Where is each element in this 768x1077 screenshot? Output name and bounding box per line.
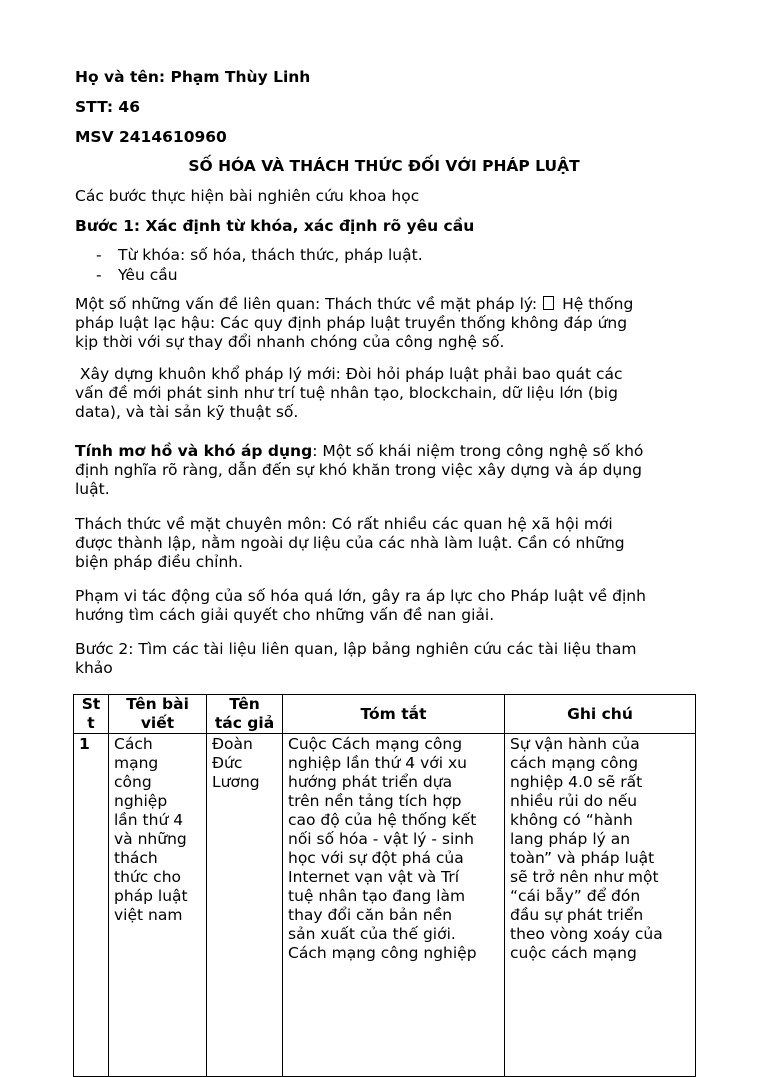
legal-line2: pháp luật lạc hậu: Các quy định pháp luật truyền thống không đáp ứng: [75, 314, 628, 332]
step2-heading: [75, 640, 695, 678]
ambiguity-line2: định nghĩa rõ ràng, dẫn đến sự khó khăn trong việc xây dựng và áp dụng: [75, 461, 642, 479]
row-stt: 1: [74, 734, 109, 1077]
paragraph-scope: [75, 587, 695, 625]
bullet-requirements-text: Yêu cầu: [118, 266, 178, 284]
expertise-line3: biện pháp điều chỉnh.: [75, 553, 244, 571]
header-stt: St t: [74, 695, 109, 734]
bullet-keywords: [96, 246, 423, 265]
bullet-requirements: [96, 266, 178, 285]
header-author: Tên tác giả: [207, 695, 283, 734]
legal-line3: kịp thời với sự thay đổi nhanh chóng của công nghệ số.: [75, 333, 505, 351]
row-author: Đoàn Đức Lương: [207, 734, 283, 1077]
legal-line1-a: Một số những vấn đề liên quan: Thách thức về mặt pháp lý:: [75, 295, 538, 313]
ambiguity-bold-lead: Tính mơ hồ và khó áp dụng: [75, 442, 313, 460]
student-stt-line: STT: 46: [75, 98, 140, 116]
bullet-dash: -: [96, 266, 102, 284]
row-summary: Cuộc Cách mạng công nghiệp lần thứ 4 với xu hướng phát triển dựa trên nền tảng tích hợp cao độ của hệ thống kết nối số hóa - vật lý - sinh học với sự đột phá của Internet vạn vật và Trí tuệ nhân tạo đang làm thay đổi căn bản nền sản xuất của thế giới. Cách mạng công nghiệp: [283, 734, 505, 1077]
ambiguity-line3: luật.: [75, 480, 110, 498]
intro-line: Các bước thực hiện bài nghiên cứu khoa học: [75, 187, 420, 205]
step2-line1: Bước 2: Tìm các tài liệu liên quan, lập bảng nghiên cứu các tài liệu tham: [75, 640, 637, 658]
header-note: Ghi chú: [505, 695, 696, 734]
student-msv-line: MSV 2414610960: [75, 128, 227, 146]
legal-line1-b: Hệ thống: [562, 295, 634, 313]
bullet-keywords-text: Từ khóa: số hóa, thách thức, pháp luật.: [118, 246, 423, 264]
table-header-row: [74, 695, 696, 734]
paragraph-legal-challenges: [75, 295, 695, 352]
paragraph-expertise: [75, 515, 695, 572]
ambiguity-line1-rest: : Một số khái niệm trong công nghệ số khó: [312, 442, 644, 460]
missing-glyph-box-icon: [543, 296, 554, 310]
expertise-line1: Thách thức về mặt chuyên môn: Có rất nhiều các quan hệ xã hội mới: [75, 515, 613, 533]
scope-line1: Phạm vi tác động của số hóa quá lớn, gây ra áp lực cho Pháp luật về định: [75, 587, 646, 605]
scope-line2: hướng tìm cách giải quyết cho những vấn đề nan giải.: [75, 606, 495, 624]
step1-heading: Bước 1: Xác định từ khóa, xác định rõ yêu cầu: [75, 217, 475, 235]
framework-line3: data), và tài sản kỹ thuật số.: [75, 403, 299, 421]
table-row: [74, 734, 696, 1077]
expertise-line2: được thành lập, nằm ngoài dự liệu của các nhà làm luật. Cần có những: [75, 534, 625, 552]
row-title: Cách mạng công nghiệp lần thứ 4 và những thách thức cho pháp luật việt nam: [109, 734, 207, 1077]
paragraph-ambiguity: [75, 442, 695, 499]
header-summary: Tóm tắt: [283, 695, 505, 734]
header-title: Tên bài viết: [109, 695, 207, 734]
paragraph-new-framework: [75, 365, 695, 422]
framework-line1: Xây dựng khuôn khổ pháp lý mới: Đòi hỏi pháp luật phải bao quát các: [75, 365, 623, 383]
references-table: [73, 694, 696, 1077]
row-note: Sự vận hành của cách mạng công nghiệp 4.0 sẽ rất nhiều rủi do nếu không có “hành lang pháp lý an toàn” và pháp luật sẽ trở nên như một “cái bẫy” để đón đầu sự phát triển theo vòng xoáy của cuộc cách mạng: [505, 734, 696, 1077]
document-title: SỐ HÓA VÀ THÁCH THỨC ĐỐI VỚI PHÁP LUẬT: [188, 157, 580, 175]
bullet-dash: -: [96, 246, 102, 264]
framework-line2: vấn đề mới phát sinh như trí tuệ nhân tạo, blockchain, dữ liệu lớn (big: [75, 384, 618, 402]
step2-line2: khảo: [75, 659, 113, 677]
student-name-line: Họ và tên: Phạm Thùy Linh: [75, 68, 311, 86]
